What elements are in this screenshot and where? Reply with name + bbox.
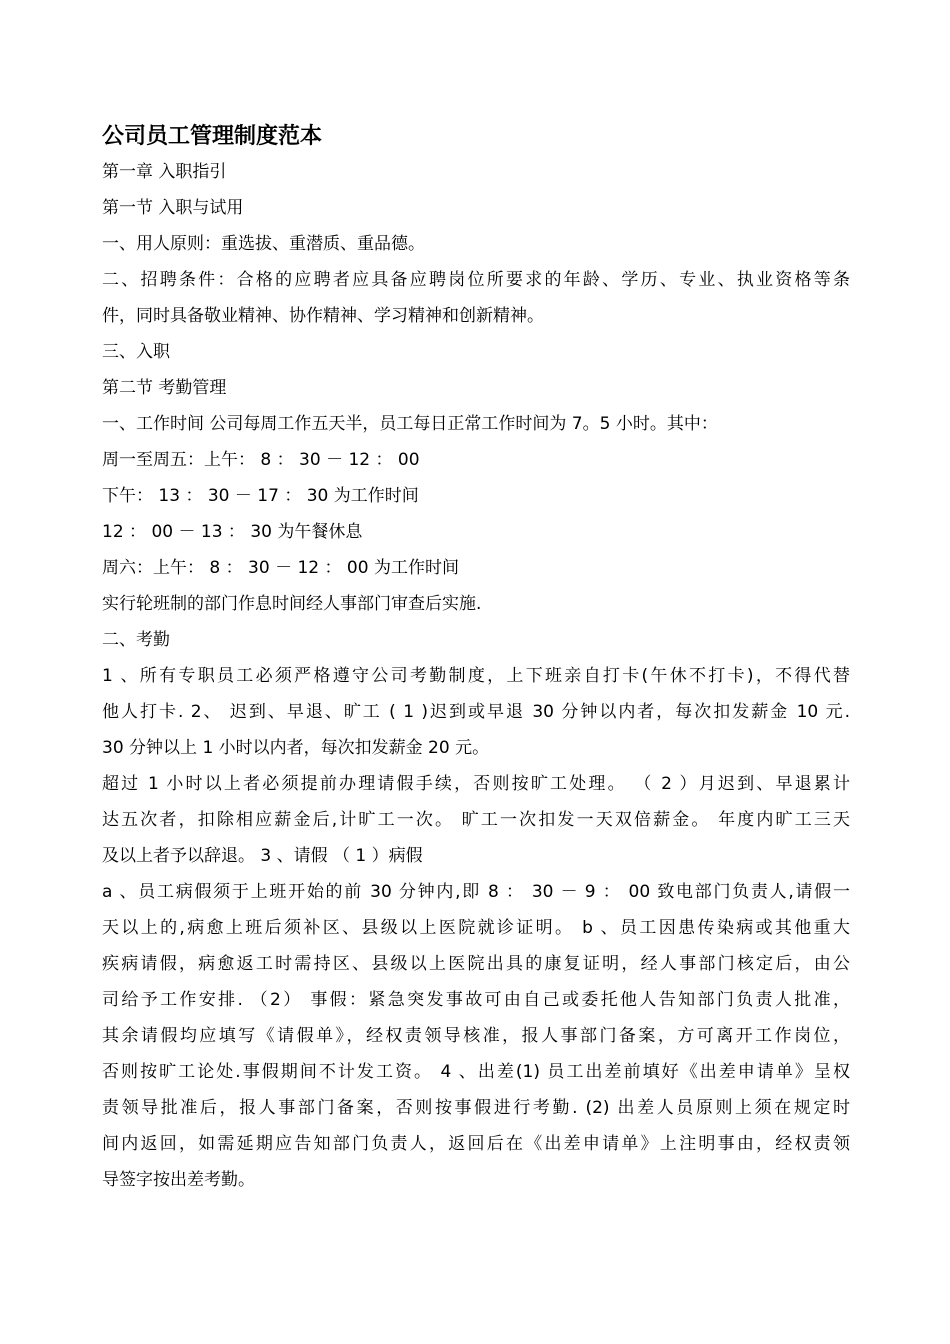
text-line: 一、工作时间 公司每周工作五天半，员工每日正常工作时间为 7。5 小时。其中： — [102, 414, 718, 434]
text-line: 导签字按出差考勤。 — [102, 1170, 255, 1190]
section-heading: 第二节 考勤管理 — [102, 378, 227, 398]
text-line: 周六：上午： 8 ： 30 － 12 ： 00 为工作时间 — [102, 558, 459, 578]
text-line: 间内返回，如需延期应告知部门负责人，返回后在《出差申请单》上注明事由，经权责领 — [102, 1134, 850, 1154]
text-line: 二、考勤 — [102, 630, 170, 650]
document-title: 公司员工管理制度范本 — [102, 124, 323, 149]
text-line: 实行轮班制的部门作息时间经人事部门审查后实施. — [102, 594, 482, 614]
section-heading: 第一节 入职与试用 — [102, 198, 244, 218]
text-line: 件，同时具备敬业精神、协作精神、学习精神和创新精神。 — [102, 306, 544, 326]
document-body — [102, 120, 850, 1198]
chapter-heading: 第一章 入职指引 — [102, 162, 227, 182]
text-line: 二、招聘条件：合格的应聘者应具备应聘岗位所要求的年龄、学历、专业、执业资格等条 — [102, 270, 850, 290]
text-line: 天以上的,病愈上班后须补区、县级以上医院就诊证明。 b 、员工因患传染病或其他重大 — [102, 918, 850, 938]
text-line: 下午： 13 ： 30 － 17 ： 30 为工作时间 — [102, 486, 419, 506]
text-line: 12 ： 00 － 13 ： 30 为午餐休息 — [102, 522, 363, 542]
text-line: 周一至周五：上午： 8 ： 30 － 12 ： 00 — [102, 450, 420, 470]
text-line: 疾病请假，病愈返工时需持区、县级以上医院出具的康复证明，经人事部门核定后，由公 — [102, 954, 850, 974]
text-line: a 、员工病假须于上班开始的前 30 分钟内,即 8 ： 30 － 9 ： 00 致电部门负责人,请假一 — [102, 882, 850, 902]
text-line: 三、入职 — [102, 342, 170, 362]
text-line: 司给予工作安排. （2） 事假：紧急突发事故可由自己或委托他人告知部门负责人批准， — [102, 990, 850, 1010]
text-line: 1 、所有专职员工必须严格遵守公司考勤制度，上下班亲自打卡(午休不打卡)，不得代替 — [102, 666, 850, 686]
text-line: 他人打卡. 2、 迟到、早退、旷工 ( 1 )迟到或早退 30 分钟以内者，每次扣发薪金 10 元. — [102, 702, 850, 722]
text-line: 及以上者予以辞退。 3 、请假 （ 1 ）病假 — [102, 846, 423, 866]
text-line: 责领导批准后，报人事部门备案，否则按事假进行考勤. (2) 出差人员原则上须在规定时 — [102, 1098, 850, 1118]
text-line: 达五次者，扣除相应薪金后,计旷工一次。 旷工一次扣发一天双倍薪金。 年度内旷工三天 — [102, 810, 850, 830]
text-line: 否则按旷工论处.事假期间不计发工资。 4 、出差(1) 员工出差前填好《出差申请单》呈权 — [102, 1062, 850, 1082]
text-line: 其余请假均应填写《请假单》，经权责领导核准，报人事部门备案，方可离开工作岗位， — [102, 1026, 850, 1046]
text-line: 30 分钟以上 1 小时以内者，每次扣发薪金 20 元。 — [102, 738, 490, 758]
text-line: 超过 1 小时以上者必须提前办理请假手续，否则按旷工处理。 （ 2 ）月迟到、早退累计 — [102, 774, 850, 794]
text-line: 一、用人原则：重选拔、重潜质、重品德。 — [102, 234, 425, 254]
